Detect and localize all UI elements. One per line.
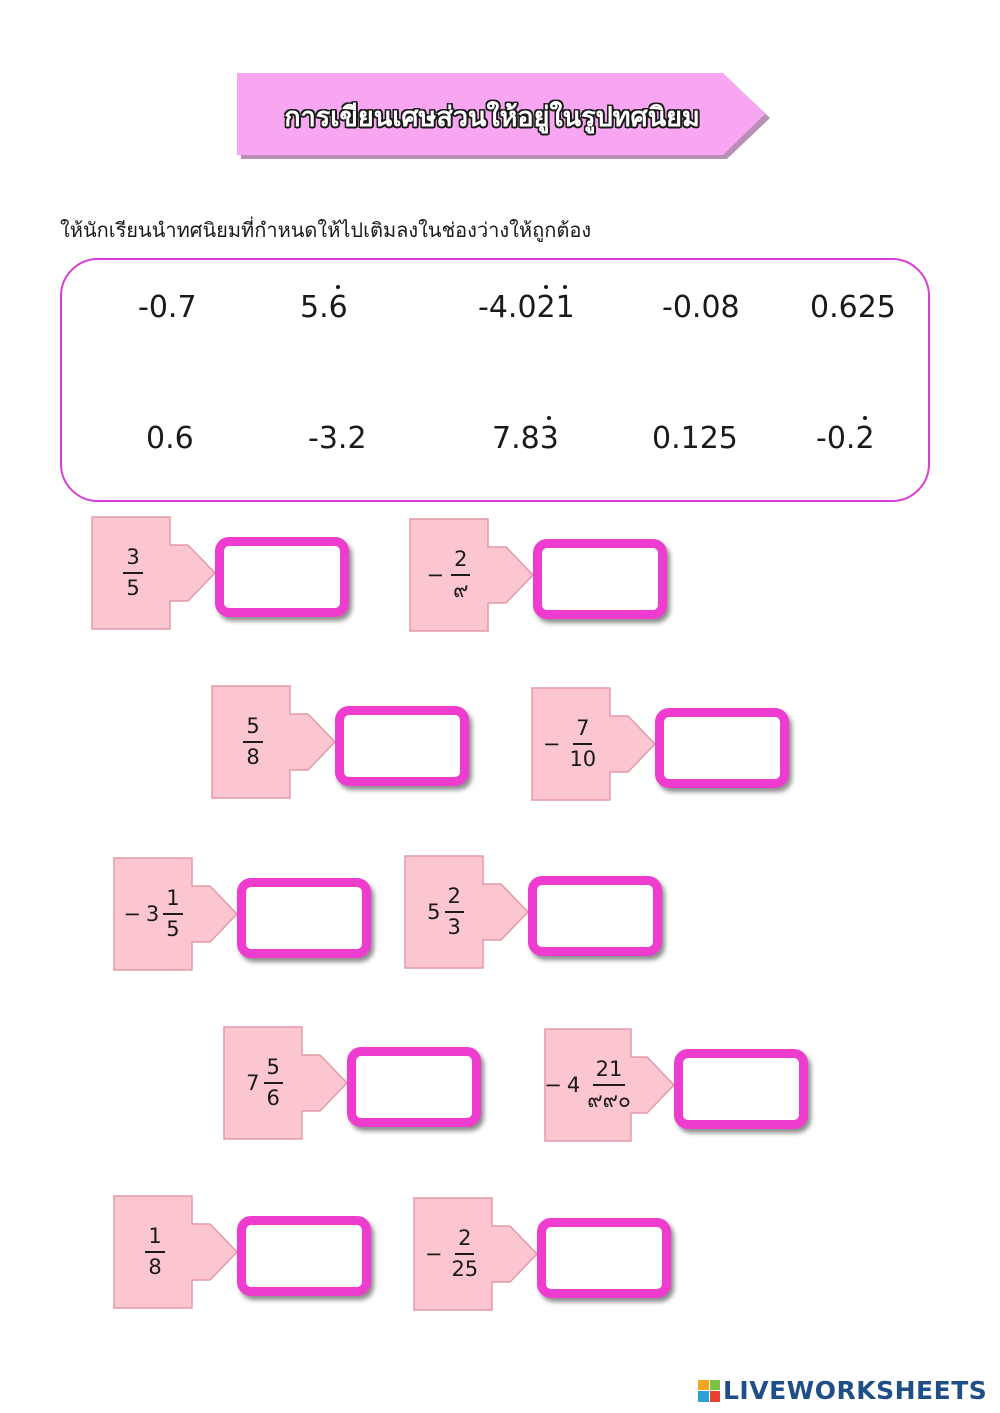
exercise-item	[112, 1194, 382, 1314]
fraction-label: $\frac{3}{5}$	[92, 517, 170, 629]
exercise-item	[403, 854, 673, 974]
fraction-label: − $\frac{7}{10}$	[542, 716, 597, 771]
exercise-item	[408, 517, 678, 637]
answer-input-box[interactable]	[237, 878, 371, 958]
bank-option[interactable]: 0.125	[652, 421, 738, 456]
fraction-label: − $\frac{2}{25}$	[424, 1226, 479, 1281]
answer-input-box[interactable]	[347, 1047, 481, 1127]
bank-option[interactable]: 7.83	[492, 421, 559, 456]
instruction-text: ให้นักเรียนนำทศนิยมที่กำหนดให้ไปเติมลงในช่องว่างให้ถูกต้อง	[60, 218, 592, 242]
answer-input-box[interactable]	[533, 539, 667, 619]
page-title: การเขียนเศษส่วนให้อยู่ในรูปทศนิยม	[284, 102, 700, 133]
exercise-item	[543, 1027, 813, 1147]
bank-option[interactable]: -4.021	[478, 290, 575, 325]
title-banner	[237, 73, 772, 160]
exercise-item	[210, 684, 480, 804]
bank-option[interactable]: -0.2	[816, 421, 875, 456]
bank-option[interactable]: -3.2	[308, 421, 367, 456]
exercise-item	[530, 686, 800, 806]
answer-input-box[interactable]	[655, 708, 789, 788]
fraction-label: − $\frac{2}{๙}$	[426, 547, 469, 602]
answer-input-box[interactable]	[215, 537, 349, 617]
answer-input-box[interactable]	[528, 876, 662, 956]
exercise-item	[112, 856, 382, 976]
bank-option[interactable]: -0.7	[138, 290, 197, 325]
answer-input-box[interactable]	[335, 706, 469, 786]
logo-text: LIVEWORKSHEETS	[723, 1376, 988, 1405]
bank-option[interactable]: -0.08	[662, 290, 740, 325]
fraction-label: $\frac{1}{8}$	[114, 1196, 192, 1308]
answer-input-box[interactable]	[674, 1049, 808, 1129]
exercise-item	[412, 1196, 682, 1316]
answer-input-box[interactable]	[537, 1218, 671, 1298]
fraction-label: − 4 $\frac{21}{๙๙๐}$	[544, 1057, 631, 1112]
answer-bank	[60, 258, 930, 502]
liveworksheets-logo-icon	[698, 1380, 720, 1402]
bank-option[interactable]: 0.625	[810, 290, 896, 325]
liveworksheets-logo	[698, 1376, 987, 1405]
answer-input-box[interactable]	[237, 1216, 371, 1296]
fraction-label: $\frac{5}{8}$	[212, 686, 290, 798]
bank-option[interactable]: 5.6	[300, 290, 348, 325]
fraction-label: − 3 $\frac{1}{5}$	[114, 858, 192, 970]
exercise-item	[222, 1025, 492, 1145]
fraction-label: 7 $\frac{5}{6}$	[224, 1027, 302, 1139]
exercise-item	[90, 515, 360, 635]
bank-option[interactable]: 0.6	[146, 421, 194, 456]
fraction-label: 5 $\frac{2}{3}$	[405, 856, 483, 968]
